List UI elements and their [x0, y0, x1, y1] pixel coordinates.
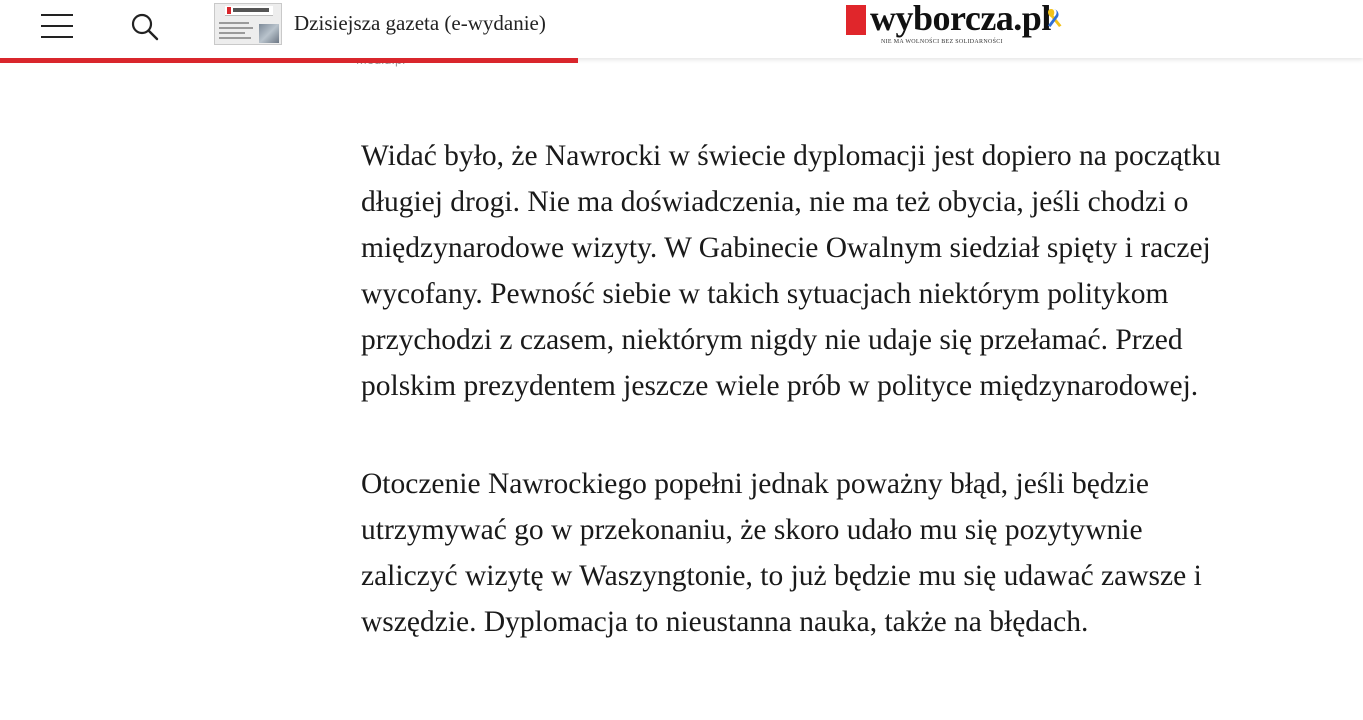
- search-icon[interactable]: [128, 10, 162, 44]
- thumbnail-photo: [259, 24, 279, 43]
- reading-progress-fill: [0, 58, 578, 63]
- ukraine-ribbon-icon: [1043, 6, 1067, 30]
- logo-red-block: [846, 5, 866, 35]
- article-paragraph: Otoczenie Nawrockiego popełni jednak poważny błąd, jeśli będzie utrzymywać go w przekonaniu, że skoro udało mu się pozytywnie zaliczyć wizytę w Waszyngtonie, to już będzie mu się udawać zawsze i wszędzie. Dyplomacja to nieustanna nauka, także na błędach.: [361, 468, 1202, 638]
- reading-progress-bar: [0, 58, 1363, 63]
- logo-text: wyborcza.pl: [870, 0, 1051, 38]
- article-body: [361, 133, 1241, 697]
- wyborcza-logo[interactable]: [846, 2, 1076, 50]
- logo-tagline: NIE MA WOLNOŚCI BEZ SOLIDARNOŚCI: [881, 39, 1003, 45]
- thumbnail-masthead: [225, 6, 273, 16]
- e-edition-thumbnail[interactable]: [214, 3, 282, 45]
- e-edition-link[interactable]: Dzisiejsza gazeta (e-wydanie): [294, 11, 546, 35]
- hamburger-menu-icon[interactable]: [40, 12, 76, 40]
- top-navigation-bar: [0, 0, 1363, 58]
- article-paragraph: Widać było, że Nawrocki w świecie dyplomacji jest dopiero na początku długiej drogi. Nie ma doświadczenia, nie ma też obycia, jeśli chodzi o międzynarodowe wizyty. W Gabinecie Owalnym siedział spięty i raczej wycofany. Pewność siebie w takich sytuacjach niektórym politykom przychodzi z czasem, niektórym nigdy nie udaje się przełamać. Przed polskim prezydentem jeszcze wiele prób w polityce międzynarodowej.: [361, 140, 1221, 402]
